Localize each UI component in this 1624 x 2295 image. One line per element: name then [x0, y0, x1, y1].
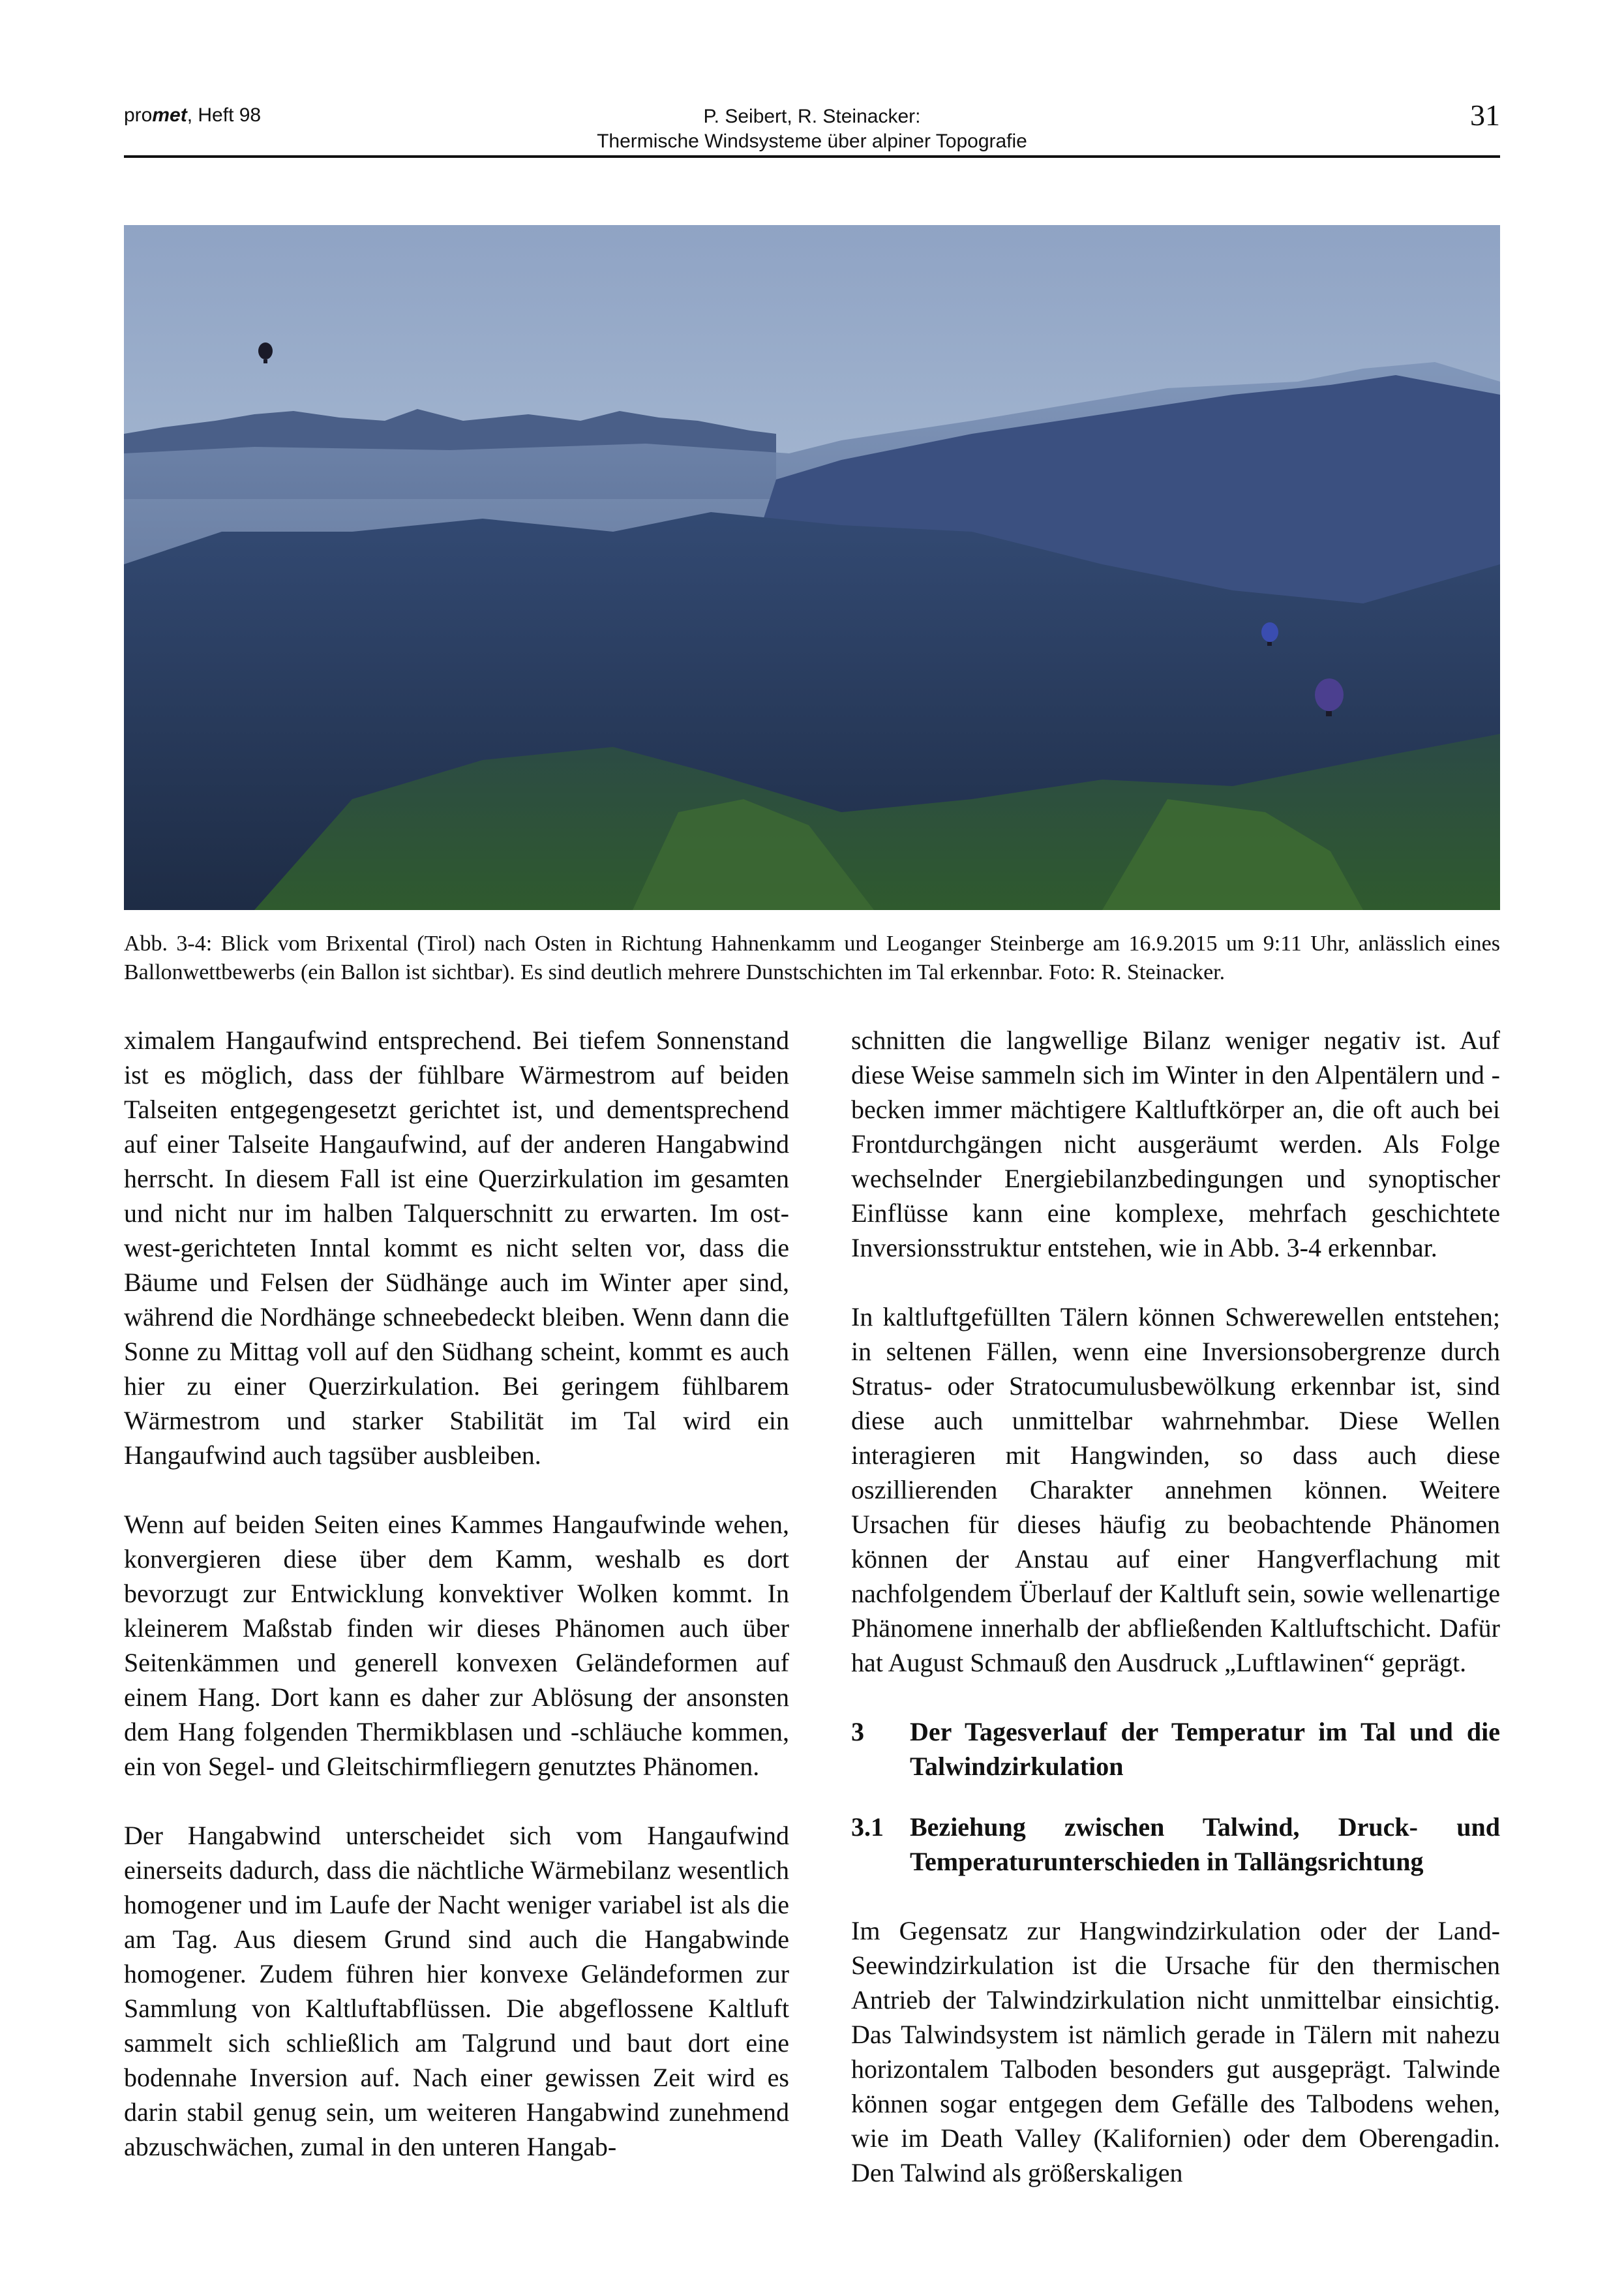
section-heading-3-1 [851, 1810, 1500, 1879]
paragraph: In kaltluftgefüllten Tälern können Schwerewellen entstehen; in seltenen Fällen, wenn eine Inversionsobergrenze durch Stratus- oder Stratocumulusbewölkung erkennbar ist, sind diese auch unmittelbar wahrnehmbar. Diese Wellen interagieren mit Hangwinden, so dass auch diese oszillierenden Charakter annehmen können. Weitere Ursachen für dieses häufig zu beobachtende Phänomen können der Anstau auf einer Hangverflachung mit nachfolgendem Überlauf der Kaltluft sein, sowie wellenartige Phänomene innerhalb der abfließenden Kaltluftschicht. Dafür hat August Schmauß den Ausdruck „Luftlawinen“ geprägt. [851, 1302, 1500, 1677]
running-header-article: Thermische Windsysteme über alpiner Topografie [597, 130, 1027, 152]
paragraph: Im Gegensatz zur Hangwindzirkulation oder der Land-Seewindzirkulation ist die Ursache für den thermischen Antrieb der Talwindzirkulation nicht unmittelbar einsichtig. Das Talwindsystem ist nämlich gerade in Tälern mit nahezu horizontalem Talboden besonders gut ausgeprägt. Talwinde können sogar entgegen dem Gefälle des Talbodens wehen, wie im Death Valley (Kalifornien) oder dem Oberengadin. Den Talwind als größerskaligen [851, 1916, 1500, 2187]
running-header-journal: promet, Heft 98 [124, 104, 262, 126]
page-number: 31 [1470, 99, 1500, 132]
paragraph: schnitten die langwellige Bilanz weniger negativ ist. Auf diese Weise sammeln sich im Winter in den Alpentälern und -becken immer mächtigere Kaltluftkörper an, die oft auch bei Frontdurchgängen nicht ausgeräumt werden. Als Folge wechselnder Energiebilanzbedingungen und synoptischer Einflüsse kann eine komplexe, mehrfach geschichtete Inversionsstruktur entstehen, wie in Abb. 3-4 erkennbar. [851, 1026, 1500, 1262]
section-heading-3 [851, 1714, 1500, 1784]
section-title: Beziehung zwischen Talwind, Druck- und Temperaturunterschieden in Tallängsrichtung [910, 1812, 1500, 1876]
running-header-authors: P. Seibert, R. Steinacker: [703, 106, 921, 127]
figure-photo-valley [124, 225, 1500, 910]
paragraph: Wenn auf beiden Seiten eines Kammes Hangaufwinde wehen, konvergieren diese über dem Kamm, weshalb es dort bevorzugt zur Entwicklung konvektiver Wolken kommt. In kleinerem Maßstab finden wir dieses Phänomen auch über Seitenkämmen und generell konvexen Geländeformen auf einem Hang. Dort kann es daher zur Ablösung der ansonsten dem Hang folgenden Thermikblasen und -schläuche kommen, ein von Segel- und Gleitschirmfliegern genutztes Phänomen. [124, 1510, 789, 1781]
paragraph: ximalem Hangaufwind entsprechend. Bei tiefem Sonnenstand ist es möglich, dass der fühlbare Wärmestrom auf beiden Talseiten entgegengesetzt gerichtet ist, und dementsprechend auf einer Talseite Hangaufwind, auf der anderen Hangabwind herrscht. In diesem Fall ist eine Querzirkulation im gesamten und nicht nur im halben Talquerschnitt zu erwarten. Im ost-west-gerichteten Inntal kommt es nicht selten vor, dass die Bäume und Felsen der Südhänge auch im Winter aper sind, während die Nordhänge schneebedeckt bleiben. Wenn dann die Sonne zu Mittag voll auf den Südhang scheint, kommt es auch hier zu einer Querzirkulation. Bei geringem fühlbarem Wärmestrom und starker Stabilität im Tal wird ein Hangaufwind auch tagsüber ausbleiben. [124, 1026, 789, 1470]
section-number: 3.1 [851, 1812, 884, 1842]
running-header-title [0, 104, 1624, 154]
left-column [124, 1023, 789, 2164]
section-title: Der Tagesverlauf der Temperatur im Tal und die Talwindzirkulation [910, 1717, 1500, 1781]
header-rule [124, 155, 1500, 158]
right-column [851, 1023, 1500, 2190]
paragraph: Der Hangabwind unterscheidet sich vom Hangaufwind einerseits dadurch, dass die nächtliche Wärmebilanz wesentlich homogener und im Laufe der Nacht weniger variabel ist als die am Tag. Aus diesem Grund sind auch die Hangabwinde homogener. Zudem führen hier konvexe Geländeformen zur Sammlung von Kaltluftabflüssen. Die abgeflossene Kaltluft sammelt sich schließlich am Talgrund und baut dort eine bodennahe Inversion auf. Nach einer gewissen Zeit wird es darin stabil genug sein, um weiteren Hangabwind zunehmend abzuschwächen, zumal in den unteren Hangab- [124, 1821, 789, 2161]
figure-caption: Abb. 3-4: Blick vom Brixental (Tirol) nach Osten in Richtung Hahnenkamm und Leoganger Steinberge am 16.9.2015 um 9:11 Uhr, anlässlich eines Ballonwettbewerbs (ein Ballon ist sichtbar). Es sind deutlich mehrere Dunstschichten im Tal erkennbar. Foto: R. Steinacker. [124, 932, 1500, 984]
landscape-photo [124, 225, 1500, 910]
section-number: 3 [851, 1717, 864, 1746]
